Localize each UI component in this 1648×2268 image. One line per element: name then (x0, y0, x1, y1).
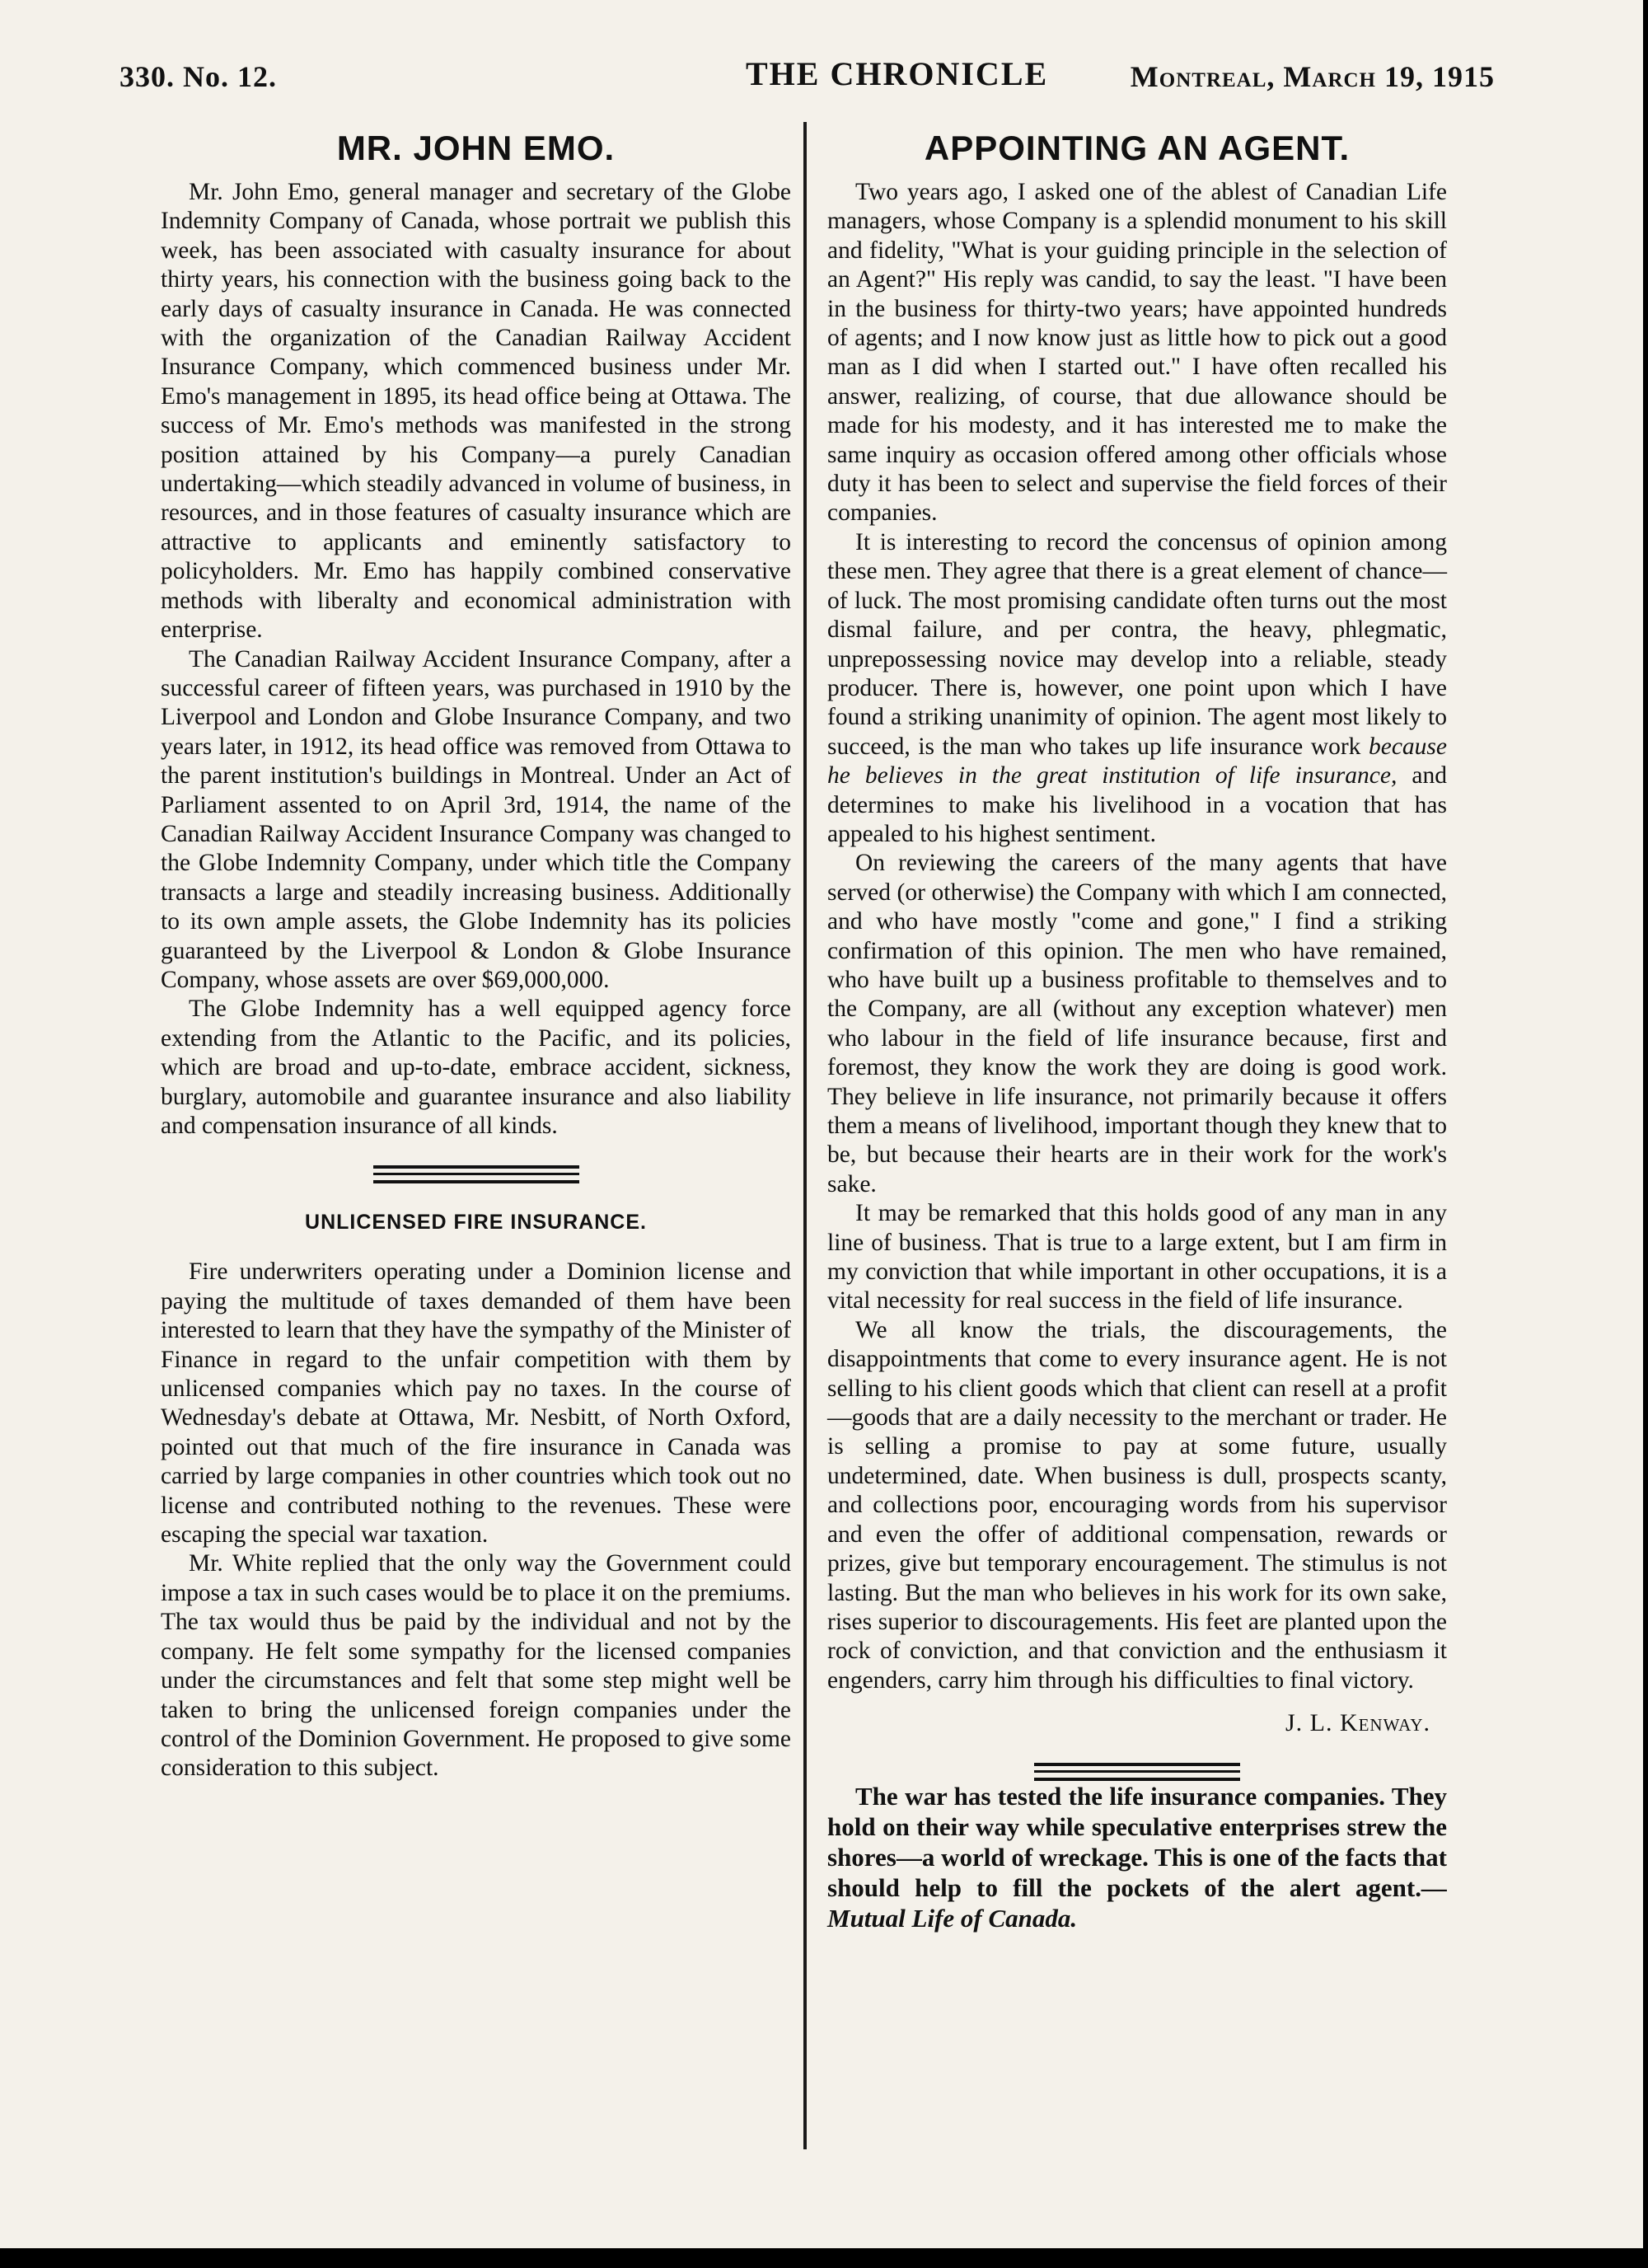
closing-text: The war has tested the life insurance companies. They hold on their way while speculative enterprises strew the shores—a world of wreckage. This is one of the facts that should help to fill the pockets of the alert agent. (827, 1781, 1447, 1902)
article-paragraph: The Canadian Railway Accident Insurance Company, after a successful career of fifteen years, was purchased in 1910 by the Liverpool and London and Globe Insurance Company, and two years later, in 1912, its head office was removed from Ottawa to the parent institution's buildings in Montreal. Under an Act of Parliament assented to on April 3rd, 1914, the name of the Canadian Railway Accident Insurance Company was changed to the Globe Indemnity Company, under which title the Company transacts a large and steadily increasing business. Additionally to its own ample assets, the Globe Indemnity has its policies guaranteed by the Liverpool & London & Globe Insurance Company, whose assets are over $69,000,000. (161, 645, 791, 993)
italic-text-run: because he believes in the great institution of life insurance, (827, 733, 1447, 790)
text-run: and determines to make his livelihood in a vocation that has appealed to his highest sentiment. (827, 762, 1447, 847)
article-paragraph: Mr. John Emo, general manager and secretary of the Globe Indemnity Company of Canada, whose portrait we publish this week, has been associated with casualty insurance for about thirty years, his connection with the business going back to the early days of casualty insurance in Canada. He was connected with the organization of the Canadian Railway Accident Insurance Company, which commenced business under Mr. Emo's management in 1895, its head office being at Ottawa. The success of Mr. Emo's methods was manifested in the strong position attained by his Company—a purely Canadian undertaking—which steadily advanced in volume of business, in resources, and in those features of casualty insurance which are attractive to applicants and eminently satisfactory to policyholders. Mr. Emo has happily combined conservative methods with liberalty and economical administration with enterprise. (161, 179, 791, 644)
article-title-agent: APPOINTING AN AGENT. (924, 129, 1351, 167)
article-paragraph: Mr. White replied that the only way the Government could impose a tax in such cases would be to place it on the premiums. The tax would thus be paid by the individual and not by the company. He felt some sympathy for the licensed companies under the circumstances and felt that some step might well be taken to bring the unlicensed foreign companies under the control of the Dominion Government. He proposed to give some consideration to this subject. (161, 1550, 791, 1782)
page-header (119, 51, 1495, 101)
author-signature: J. L. Kenway. (1285, 1709, 1430, 1737)
article-paragraph (827, 528, 1447, 849)
article-title-fire: UNLICENSED FIRE INSURANCE. (305, 1211, 647, 1235)
right-column (827, 124, 1447, 1933)
section-rule (1034, 1763, 1240, 1781)
dateline: Montreal, March 19, 1915 (1130, 60, 1495, 93)
article-paragraph: On reviewing the careers of the many agents that have served (or otherwise) the Company with which I am connected, and who have mostly "come and gone," I find a striking confirmation of this opinion. The men who have remained, who have built up a business profitable to themselves and to the Company, are all (without any exception whatever) men who labour in the field of life insurance because, first and foremost, they know the work they are doing is good work. They believe in life insurance, not primarily because it offers them a means of livelihood, important though they knew that to be, but because their hearts are in their work for the work's sake. (827, 850, 1447, 1197)
article-paragraph: Two years ago, I asked one of the ablest of Canadian Life managers, whose Company is a splendid monument to his skill and fidelity, "What is your guiding principle in the selection of an Agent?" His reply was candid, to say the least. "I have been in the business for thirty-two years; have appointed hundreds of agents; and I now know just as little how to pick out a good man as I did when I started out." I have often recalled his answer, realizing, of course, that due allowance should be made for his modesty, and it has interested me to make the same inquiry as occasion offered among other officials whose duty it has been to select and supervise the field forces of their companies. (827, 179, 1447, 527)
left-column (161, 124, 791, 1783)
article-paragraph: We all know the trials, the discouragements, the disappointments that come to every insurance agent. He is not selling to his client goods which that client can resell at a profit—goods that are a daily necessity to the merchant or trader. He is selling a promise to pay at some future, usually undetermined, date. When business is dull, prospects scanty, and collections poor, encouraging words from his supervisor and even the offer of additional compensation, rewards or prizes, give but temporary encouragement. The stimulus is not lasting. But the man who believes in his work for its own sake, rises superior to discouragements. His feet are planted upon the rock of conviction, and that conviction and the enthusiasm it engenders, carry him through his difficulties to final victory. (827, 1316, 1447, 1694)
article-title-emo: MR. JOHN EMO. (336, 129, 616, 167)
page-number-issue: 330. No. 12. (119, 60, 277, 93)
article-paragraph: Fire underwriters operating under a Dominion license and paying the multitude of taxes demanded of them have been interested to learn that they have the sympathy of the Minister of Finance in regard to the unfair competition with them by unlicensed companies which pay no taxes. In the course of Wednesday's debate at Ottawa, Mr. Nesbitt, of North Oxford, pointed out that much of the fire insurance in Canada was carried by large companies in other countries which took out no license and contributed nothing to the revenues. These were escaping the special war taxation. (161, 1258, 791, 1549)
closing-source: —Mutual Life of Canada. (827, 1872, 1447, 1933)
article-paragraph: It may be remarked that this holds good of any man in any line of business. That is true to a large extent, but I am firm in my conviction that while important in other occupations, it is a vital necessity for real success in the field of life insurance. (827, 1200, 1447, 1314)
column-divider (803, 122, 807, 2149)
article-paragraph: The Globe Indemnity has a well equipped agency force extending from the Atlantic to the Pacific, and its policies, which are broad and up-to-date, embrace accident, sickness, burglary, automobile and guarantee insurance and also liability and compensation insurance of all kinds. (161, 996, 791, 1139)
publication-title: THE CHRONICLE (746, 55, 1049, 92)
text-run: It is interesting to record the concensus of opinion among these men. They agree that there is a great element of chance—of luck. The most promising candidate often turns out the most dismal failure, and per contra, the heavy, phlegmatic, unprepossessing novice may develop into a reliable, steady producer. There is, however, one point upon which I have found a striking unanimity of opinion. The agent most likely to succeed, is the man who takes up life insurance work (827, 528, 1447, 760)
section-rule (373, 1165, 579, 1183)
closing-note (827, 1781, 1447, 1933)
